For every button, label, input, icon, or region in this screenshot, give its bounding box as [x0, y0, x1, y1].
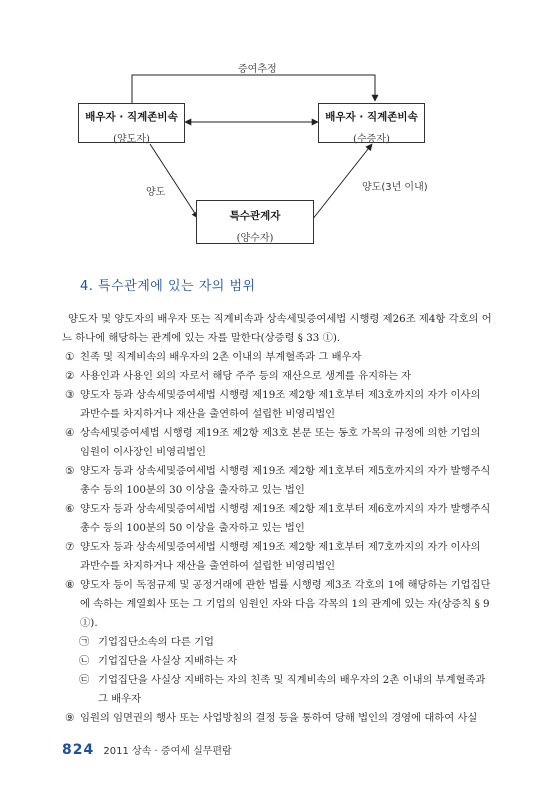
transfer-label-right: 양도(3년 이내) [362, 182, 428, 193]
related-party-box [196, 200, 314, 244]
book-title: 2011 상속 · 증여세 실무편람 [103, 746, 232, 757]
sub-list-item-text: 기업집단을 사실상 지배하는 자 [98, 655, 238, 667]
transferor-box-title: 배우자 · 직계존비속 [85, 111, 178, 123]
list-marker: ⑨ [65, 712, 75, 724]
list-item-text: 사용인과 사용인 외의 자로서 해당 주주 등의 재산으로 생계를 유지하는 자 [80, 370, 412, 382]
list-marker: ⑧ [65, 579, 75, 591]
related-party-box-role: (양수자) [236, 233, 274, 244]
sub-list-marker: ㉢ [79, 674, 90, 686]
list-marker: ④ [65, 427, 75, 439]
sub-list-item [62, 652, 492, 671]
sub-list-item [62, 671, 492, 709]
list-item [62, 348, 492, 367]
list-item [62, 500, 492, 538]
sub-list-item-text: 기업집단소속의 다른 기업 [98, 636, 214, 648]
list-marker: ③ [65, 389, 75, 401]
related-party-box-title: 특수관계자 [229, 210, 281, 222]
list-item-text: 양도자 등과 상속세및증여세법 시행령 제19조 제2항 제1호부터 제5호까지의 자가 발행주식총수 등의 100분의 30 이상을 출자하고 있는 법인 [80, 465, 491, 496]
donee-box [318, 103, 425, 143]
section-body [62, 310, 492, 728]
list-item [62, 424, 492, 462]
list-marker: ⑤ [65, 465, 75, 477]
list-item-text: 임원의 임면권의 행사 또는 사업방침의 결정 등을 통하여 당해 법인의 경영에 대하여 사실 [80, 712, 478, 724]
list-item [62, 709, 492, 728]
related-party-list [62, 348, 492, 728]
list-item-text: 친족 및 직계비속의 배우자의 2촌 이내의 부계혈족과 그 배우자 [80, 351, 362, 363]
list-item [62, 576, 492, 633]
list-item [62, 367, 492, 386]
list-item [62, 462, 492, 500]
section-title: 4. 특수관계에 있는 자의 범위 [80, 279, 256, 294]
list-item-text: 양도자 등과 상속세및증여세법 시행령 제19조 제2항 제1호부터 제7호까지의 자가 이사의 과반수를 차지하거나 재산을 출연하여 설립한 비영리법인 [80, 541, 481, 572]
page-number: 824 [62, 742, 95, 758]
transfer-arrow-left [150, 144, 198, 218]
sub-list-item [62, 633, 492, 652]
intro-paragraph: 양도자 및 양도자의 배우자 또는 직계비속과 상속세및증여세법 시행령 제26조 제4항 각호의 어느 하나에 해당하는 관계에 있는 자를 말한다(상증령 § 33 ①). [62, 313, 492, 344]
list-marker: ⑦ [65, 541, 75, 553]
list-marker: ⑥ [65, 503, 75, 515]
gift-presumption-arrow [132, 75, 375, 103]
sub-list-item-text: 기업집단을 사실상 지배하는 자의 친족 및 직계비속의 배우자의 2촌 이내의 부계혈족과 그 배우자 [98, 674, 486, 705]
list-marker: ② [65, 370, 75, 382]
list-item-text: 양도자 등과 상속세및증여세법 시행령 제19조 제2항 제1호부터 제6호까지의 자가 발행주식총수 등의 100분의 50 이상을 출자하고 있는 법인 [80, 503, 491, 534]
transferor-box [78, 103, 185, 143]
donee-box-role: (수증자) [353, 134, 390, 145]
list-item-text: 양도자 등이 독점규제 및 공정거래에 관한 법률 시행령 제3조 각호의 1에 해당하는 기업집단에 속하는 계열회사 또는 그 기업의 임원인 자와 다음 각목의 1의 관계에 있는 자(상증칙 § 9 ①). [80, 579, 491, 629]
list-item [62, 386, 492, 424]
page-footer [62, 742, 232, 758]
sub-list-marker: ㉡ [79, 655, 90, 667]
list-item-text: 상속세및증여세법 시행령 제19조 제2항 제3호 본문 또는 동호 가목의 규정에 의한 기업의 임원이 이사장인 비영리법인 [80, 427, 481, 458]
list-item-text: 양도자 등과 상속세및증여세법 시행령 제19조 제2항 제1호부터 제3호까지의 자가 이사의 과반수를 차지하거나 재산을 출연하여 설립한 비영리법인 [80, 389, 481, 420]
list-item [62, 538, 492, 576]
donee-box-title: 배우자 · 직계존비속 [325, 111, 418, 123]
relationship-diagram [0, 0, 550, 260]
transfer-label-left: 양도 [146, 187, 166, 198]
list-marker: ① [65, 351, 75, 363]
transferor-box-role: (양도자) [113, 134, 150, 145]
gift-presumption-label: 증여추정 [238, 64, 277, 75]
sub-list-marker: ㉠ [79, 636, 90, 648]
